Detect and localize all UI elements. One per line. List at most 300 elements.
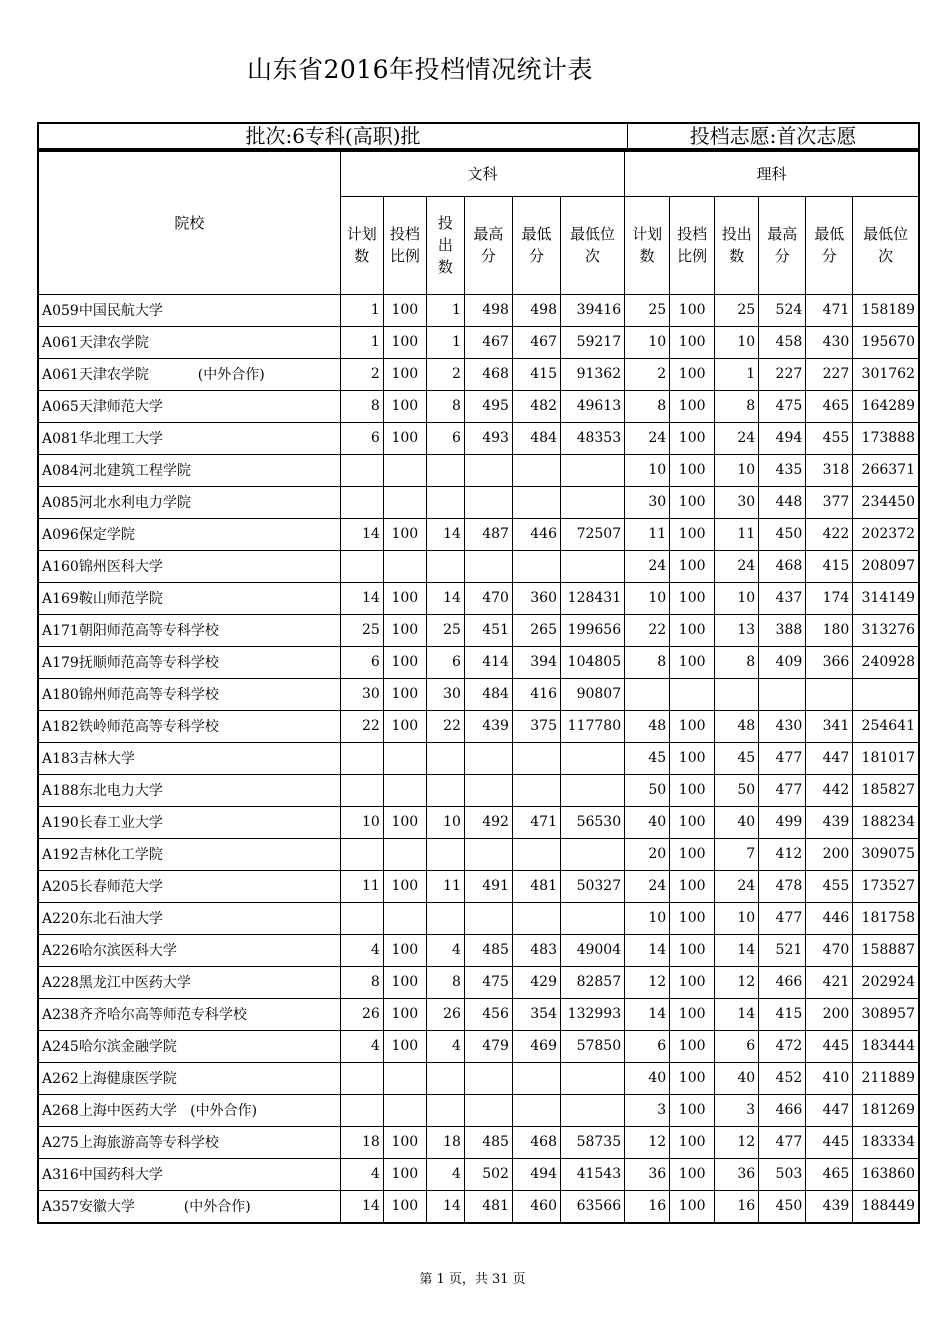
wenke-cell: 502	[464, 1158, 512, 1190]
wenke-cell: 14	[426, 1190, 464, 1223]
school-name-cell: A192吉林化工学院	[38, 838, 340, 870]
wenke-cell	[512, 454, 560, 486]
wenke-cell: 100	[383, 710, 426, 742]
wenke-cell: 394	[512, 646, 560, 678]
table-row	[38, 326, 919, 358]
like-cell: 183334	[853, 1126, 919, 1158]
wenke-cell	[426, 774, 464, 806]
like-cell	[759, 678, 806, 710]
like-cell	[806, 678, 853, 710]
like-cell: 48	[625, 710, 670, 742]
like-cell: 188234	[853, 806, 919, 838]
wenke-cell	[383, 486, 426, 518]
like-cell: 185827	[853, 774, 919, 806]
like-cell: 377	[806, 486, 853, 518]
like-cell: 13	[715, 614, 759, 646]
wenke-cell: 456	[464, 998, 512, 1030]
wenke-cell: 63566	[560, 1190, 624, 1223]
wenke-cell: 48353	[560, 422, 624, 454]
like-cell: 448	[759, 486, 806, 518]
wenke-cell: 493	[464, 422, 512, 454]
table-row	[38, 1158, 919, 1190]
like-cell: 430	[806, 326, 853, 358]
wenke-cell: 4	[340, 1030, 383, 1062]
school-name-cell: A085河北水利电力学院	[38, 486, 340, 518]
wenke-col-header-3: 最高 分	[464, 196, 512, 294]
school-name-cell: A357安徽大学 (中外合作)	[38, 1190, 340, 1223]
wenke-cell: 484	[464, 678, 512, 710]
like-cell	[625, 678, 670, 710]
like-cell: 208097	[853, 550, 919, 582]
wenke-cell: 416	[512, 678, 560, 710]
wenke-cell	[383, 742, 426, 774]
like-cell: 477	[759, 902, 806, 934]
like-cell: 16	[625, 1190, 670, 1223]
wenke-cell: 18	[340, 1126, 383, 1158]
like-cell: 200	[806, 838, 853, 870]
table-row	[38, 294, 919, 326]
like-cell: 466	[759, 1094, 806, 1126]
school-name-cell: A169鞍山师范学院	[38, 582, 340, 614]
wenke-cell: 471	[512, 806, 560, 838]
wenke-cell	[340, 1094, 383, 1126]
like-col-header-2: 投出 数	[715, 196, 759, 294]
like-cell: 181017	[853, 742, 919, 774]
like-cell: 308957	[853, 998, 919, 1030]
table-row	[38, 454, 919, 486]
wenke-col-header-5: 最低位 次	[560, 196, 624, 294]
like-cell: 100	[670, 390, 715, 422]
like-cell: 1	[715, 358, 759, 390]
wenke-cell: 100	[383, 646, 426, 678]
like-cell: 465	[806, 1158, 853, 1190]
wenke-cell	[426, 486, 464, 518]
like-cell: 466	[759, 966, 806, 998]
table-row	[38, 1094, 919, 1126]
wenke-cell: 100	[383, 518, 426, 550]
wenke-cell: 100	[383, 966, 426, 998]
wenke-cell: 59217	[560, 326, 624, 358]
school-name-cell: A065天津师范大学	[38, 390, 340, 422]
wenke-cell: 8	[426, 390, 464, 422]
batch-label: 批次:6专科(高职)批	[39, 124, 628, 148]
like-cell: 412	[759, 838, 806, 870]
like-cell: 435	[759, 454, 806, 486]
school-name-cell: A220东北石油大学	[38, 902, 340, 934]
wenke-cell: 39416	[560, 294, 624, 326]
wenke-cell	[512, 1062, 560, 1094]
wenke-cell: 30	[426, 678, 464, 710]
like-cell: 181758	[853, 902, 919, 934]
wenke-cell: 8	[340, 390, 383, 422]
wenke-cell: 25	[426, 614, 464, 646]
school-name-cell: A160锦州医科大学	[38, 550, 340, 582]
like-cell: 494	[759, 422, 806, 454]
like-cell: 499	[759, 806, 806, 838]
like-cell: 439	[806, 806, 853, 838]
wenke-cell	[340, 550, 383, 582]
wenke-cell	[426, 1094, 464, 1126]
wenke-cell: 49613	[560, 390, 624, 422]
like-cell: 447	[806, 742, 853, 774]
like-cell: 477	[759, 1126, 806, 1158]
wenke-cell: 4	[426, 1158, 464, 1190]
wenke-cell: 446	[512, 518, 560, 550]
like-cell: 478	[759, 870, 806, 902]
wenke-cell: 14	[340, 518, 383, 550]
table-row	[38, 582, 919, 614]
like-cell: 450	[759, 518, 806, 550]
wenke-cell: 14	[426, 518, 464, 550]
wenke-cell: 6	[426, 422, 464, 454]
school-name-cell: A061天津农学院	[38, 326, 340, 358]
wenke-cell	[426, 902, 464, 934]
wenke-cell	[560, 838, 624, 870]
like-cell: 447	[806, 1094, 853, 1126]
wenke-cell: 479	[464, 1030, 512, 1062]
like-cell: 442	[806, 774, 853, 806]
like-cell: 415	[759, 998, 806, 1030]
wenke-cell	[340, 742, 383, 774]
like-group-header: 理科	[625, 151, 919, 196]
wenke-cell	[464, 902, 512, 934]
like-cell: 471	[806, 294, 853, 326]
like-cell: 24	[625, 550, 670, 582]
wenke-cell: 100	[383, 1030, 426, 1062]
wenke-col-header-2: 投 出 数	[426, 196, 464, 294]
wenke-cell: 414	[464, 646, 512, 678]
like-cell: 158189	[853, 294, 919, 326]
wenke-cell: 6	[340, 646, 383, 678]
like-cell: 452	[759, 1062, 806, 1094]
table-row	[38, 902, 919, 934]
like-cell: 36	[625, 1158, 670, 1190]
like-cell: 10	[715, 582, 759, 614]
wenke-cell: 1	[426, 326, 464, 358]
like-col-header-4: 最低 分	[806, 196, 853, 294]
like-cell: 100	[670, 486, 715, 518]
wenke-cell	[340, 774, 383, 806]
like-cell: 100	[670, 870, 715, 902]
like-cell: 30	[715, 486, 759, 518]
wenke-cell: 49004	[560, 934, 624, 966]
table-row	[38, 870, 919, 902]
wenke-cell	[340, 838, 383, 870]
like-cell: 521	[759, 934, 806, 966]
like-cell: 437	[759, 582, 806, 614]
like-cell: 266371	[853, 454, 919, 486]
wenke-cell: 4	[426, 934, 464, 966]
wenke-cell: 468	[512, 1126, 560, 1158]
wenke-cell: 100	[383, 1158, 426, 1190]
like-cell: 234450	[853, 486, 919, 518]
like-cell: 24	[715, 550, 759, 582]
like-cell: 524	[759, 294, 806, 326]
wenke-cell: 82857	[560, 966, 624, 998]
wenke-cell	[340, 486, 383, 518]
like-cell: 14	[715, 998, 759, 1030]
like-col-header-5: 最低位 次	[853, 196, 919, 294]
wenke-cell: 467	[512, 326, 560, 358]
like-cell: 100	[670, 1030, 715, 1062]
like-cell: 3	[715, 1094, 759, 1126]
wenke-cell: 1	[340, 294, 383, 326]
wenke-cell: 1	[426, 294, 464, 326]
wenke-cell	[426, 838, 464, 870]
table-row	[38, 358, 919, 390]
like-cell: 12	[625, 966, 670, 998]
school-name-cell: A205长春师范大学	[38, 870, 340, 902]
like-cell: 8	[625, 390, 670, 422]
like-cell: 10	[715, 326, 759, 358]
wenke-cell: 468	[464, 358, 512, 390]
like-cell: 163860	[853, 1158, 919, 1190]
like-cell: 48	[715, 710, 759, 742]
wenke-cell: 11	[340, 870, 383, 902]
table-row	[38, 486, 919, 518]
like-cell: 100	[670, 1190, 715, 1223]
wenke-cell: 100	[383, 934, 426, 966]
wenke-cell: 58735	[560, 1126, 624, 1158]
wenke-cell: 429	[512, 966, 560, 998]
wenke-col-header-1: 投档 比例	[383, 196, 426, 294]
school-name-cell: A182铁岭师范高等专科学校	[38, 710, 340, 742]
wenke-cell: 439	[464, 710, 512, 742]
like-cell: 24	[715, 870, 759, 902]
wenke-cell: 6	[426, 646, 464, 678]
wenke-cell: 2	[340, 358, 383, 390]
like-cell: 468	[759, 550, 806, 582]
volunteer-label: 投档志愿:首次志愿	[689, 124, 857, 148]
table-row	[38, 518, 919, 550]
like-cell	[670, 678, 715, 710]
like-cell: 422	[806, 518, 853, 550]
table-row	[38, 550, 919, 582]
like-cell: 174	[806, 582, 853, 614]
wenke-cell	[464, 742, 512, 774]
admission-table	[37, 150, 920, 1224]
wenke-cell: 460	[512, 1190, 560, 1223]
table-row	[38, 422, 919, 454]
wenke-cell: 10	[340, 806, 383, 838]
like-cell: 301762	[853, 358, 919, 390]
like-cell: 40	[625, 1062, 670, 1094]
wenke-cell: 100	[383, 422, 426, 454]
wenke-cell: 104805	[560, 646, 624, 678]
wenke-cell	[383, 1094, 426, 1126]
school-name-cell: A262上海健康医学院	[38, 1062, 340, 1094]
like-cell: 36	[715, 1158, 759, 1190]
like-cell: 100	[670, 838, 715, 870]
like-cell: 100	[670, 582, 715, 614]
table-row	[38, 998, 919, 1030]
wenke-cell: 22	[340, 710, 383, 742]
school-name-cell: A183吉林大学	[38, 742, 340, 774]
like-cell: 10	[625, 454, 670, 486]
like-cell: 475	[759, 390, 806, 422]
wenke-cell: 467	[464, 326, 512, 358]
table-row	[38, 1062, 919, 1094]
wenke-cell	[464, 486, 512, 518]
wenke-cell: 484	[512, 422, 560, 454]
wenke-cell: 30	[340, 678, 383, 710]
wenke-cell	[464, 550, 512, 582]
wenke-cell	[383, 1062, 426, 1094]
wenke-cell: 100	[383, 582, 426, 614]
like-cell: 180	[806, 614, 853, 646]
wenke-cell: 360	[512, 582, 560, 614]
wenke-cell: 4	[426, 1030, 464, 1062]
wenke-cell: 265	[512, 614, 560, 646]
batch-info-bar	[37, 122, 920, 150]
school-name-cell: A228黑龙江中医药大学	[38, 966, 340, 998]
like-cell: 8	[625, 646, 670, 678]
wenke-cell: 375	[512, 710, 560, 742]
school-name-cell: A171朝阳师范高等专科学校	[38, 614, 340, 646]
like-cell: 11	[625, 518, 670, 550]
wenke-cell	[464, 774, 512, 806]
school-name-cell: A084河北建筑工程学院	[38, 454, 340, 486]
wenke-cell: 498	[464, 294, 512, 326]
like-cell: 45	[625, 742, 670, 774]
wenke-cell: 50327	[560, 870, 624, 902]
like-cell: 183444	[853, 1030, 919, 1062]
like-cell: 10	[625, 902, 670, 934]
like-cell: 458	[759, 326, 806, 358]
like-cell: 100	[670, 294, 715, 326]
like-cell: 100	[670, 646, 715, 678]
like-cell: 200	[806, 998, 853, 1030]
like-cell: 100	[670, 1126, 715, 1158]
wenke-cell: 100	[383, 614, 426, 646]
wenke-cell	[426, 550, 464, 582]
like-cell: 439	[806, 1190, 853, 1223]
like-cell: 445	[806, 1126, 853, 1158]
like-cell: 188449	[853, 1190, 919, 1223]
wenke-cell: 90807	[560, 678, 624, 710]
like-cell: 470	[806, 934, 853, 966]
wenke-cell: 481	[464, 1190, 512, 1223]
like-cell: 240928	[853, 646, 919, 678]
like-col-header-3: 最高 分	[759, 196, 806, 294]
wenke-cell	[340, 1062, 383, 1094]
table-row	[38, 1126, 919, 1158]
wenke-cell	[383, 550, 426, 582]
wenke-cell: 26	[340, 998, 383, 1030]
like-cell: 477	[759, 774, 806, 806]
wenke-cell	[383, 838, 426, 870]
like-cell: 10	[625, 582, 670, 614]
like-cell: 388	[759, 614, 806, 646]
school-name-cell: A059中国民航大学	[38, 294, 340, 326]
wenke-cell: 100	[383, 358, 426, 390]
table-row	[38, 806, 919, 838]
wenke-cell	[426, 742, 464, 774]
like-cell: 100	[670, 774, 715, 806]
wenke-cell: 72507	[560, 518, 624, 550]
school-name-cell: A226哈尔滨医科大学	[38, 934, 340, 966]
like-cell: 24	[715, 422, 759, 454]
wenke-cell	[560, 1094, 624, 1126]
wenke-cell: 10	[426, 806, 464, 838]
wenke-cell: 469	[512, 1030, 560, 1062]
like-cell: 446	[806, 902, 853, 934]
like-cell: 100	[670, 934, 715, 966]
like-cell: 6	[715, 1030, 759, 1062]
wenke-cell: 100	[383, 294, 426, 326]
like-cell: 181269	[853, 1094, 919, 1126]
like-cell: 410	[806, 1062, 853, 1094]
wenke-cell: 128431	[560, 582, 624, 614]
wenke-cell: 475	[464, 966, 512, 998]
like-cell: 173888	[853, 422, 919, 454]
like-cell: 477	[759, 742, 806, 774]
wenke-col-header-0: 计划 数	[340, 196, 383, 294]
table-row	[38, 774, 919, 806]
wenke-cell	[512, 838, 560, 870]
like-cell: 314149	[853, 582, 919, 614]
wenke-cell: 482	[512, 390, 560, 422]
like-cell: 318	[806, 454, 853, 486]
wenke-cell: 25	[340, 614, 383, 646]
like-cell: 202372	[853, 518, 919, 550]
wenke-cell: 11	[426, 870, 464, 902]
table-row	[38, 678, 919, 710]
wenke-cell: 57850	[560, 1030, 624, 1062]
like-cell: 100	[670, 966, 715, 998]
wenke-cell	[560, 454, 624, 486]
like-cell: 100	[670, 326, 715, 358]
like-cell: 45	[715, 742, 759, 774]
like-cell: 465	[806, 390, 853, 422]
wenke-cell: 100	[383, 870, 426, 902]
school-name-cell: A061天津农学院 (中外合作)	[38, 358, 340, 390]
like-cell: 12	[715, 966, 759, 998]
like-cell: 202924	[853, 966, 919, 998]
like-cell: 7	[715, 838, 759, 870]
wenke-cell	[512, 902, 560, 934]
table-row	[38, 1190, 919, 1223]
like-cell: 430	[759, 710, 806, 742]
wenke-cell: 491	[464, 870, 512, 902]
like-cell: 40	[715, 1062, 759, 1094]
wenke-cell	[464, 1062, 512, 1094]
school-name-cell: A190长春工业大学	[38, 806, 340, 838]
wenke-cell	[464, 838, 512, 870]
wenke-cell: 483	[512, 934, 560, 966]
school-name-cell: A275上海旅游高等专科学校	[38, 1126, 340, 1158]
like-cell: 100	[670, 614, 715, 646]
like-cell: 173527	[853, 870, 919, 902]
wenke-cell: 56530	[560, 806, 624, 838]
wenke-cell	[383, 774, 426, 806]
wenke-cell: 100	[383, 678, 426, 710]
like-cell	[715, 678, 759, 710]
like-cell: 40	[625, 806, 670, 838]
like-cell: 195670	[853, 326, 919, 358]
like-cell: 227	[759, 358, 806, 390]
wenke-cell: 494	[512, 1158, 560, 1190]
wenke-cell	[560, 1062, 624, 1094]
wenke-cell: 14	[340, 1190, 383, 1223]
like-cell: 22	[625, 614, 670, 646]
table-row	[38, 710, 919, 742]
wenke-cell	[383, 902, 426, 934]
like-cell: 10	[625, 326, 670, 358]
like-cell: 8	[715, 390, 759, 422]
wenke-cell: 481	[512, 870, 560, 902]
wenke-cell: 2	[426, 358, 464, 390]
